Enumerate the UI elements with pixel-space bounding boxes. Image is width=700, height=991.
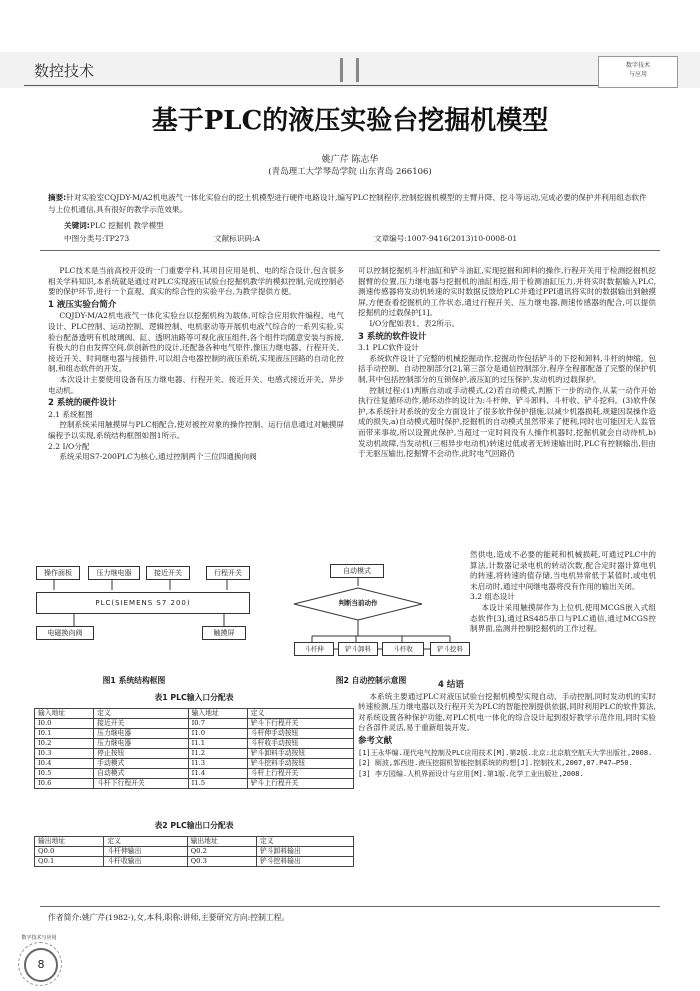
paper-title: 基于PLC的液压实验台挖掘机模型 [151, 106, 549, 136]
table-row [35, 749, 354, 759]
section-heading: 3 系统的软件设计 [358, 331, 427, 342]
paragraph: PLC技术是当前高校开设的一门重要学科,其项目应用是机、电的综合设计,包含很多相关学科知识,本系统就是通过对PLC实现液压试验台挖掘机教学的模拟控制,完成控制必要的保护环节,进行一个直观、真实的综合性的实验平台,为教学提供方便。 [48, 266, 344, 297]
bucket-unload-box: 铲斗卸料 [338, 642, 378, 656]
operation-panel-box: 操作面板 [36, 566, 80, 580]
abstract-label: 摘要: [48, 193, 67, 202]
table-cell: 压力继电器 [94, 739, 188, 749]
paragraph: 本次设计主要使用设备有压力继电器、行程开关、接近开关、电感式接近开关、异步电动机。 [48, 374, 344, 395]
auto-mode-box: 自动模式 [330, 564, 384, 578]
proximity-switch-box: 接近开关 [146, 566, 190, 580]
logo-line: 数字技术 [625, 62, 650, 69]
table-header-cell: 定义 [247, 709, 353, 719]
section-heading: 1 液压实验台简介 [48, 299, 117, 310]
abstract-text: 针对实验室CQJDY-M/A2机电液气一体化实验台的挖土机模型进行硬件电路设计,编写PLC控制程序,控制挖掘机模型的主臂升降、挖斗等运动,完成必要的保护并利用组态软件与上位机通信,具有很好的教学示范效果。 [48, 193, 647, 214]
table-cell: 铲斗挖料输出 [256, 857, 353, 867]
table-cell: I0.3 [35, 749, 94, 759]
table-cell: I1.5 [188, 779, 247, 789]
table-row [35, 779, 354, 789]
table-cell: 斗杆收输出 [104, 857, 187, 867]
table-row [35, 739, 354, 749]
table-cell: I1.2 [188, 749, 247, 759]
header-divider [356, 58, 359, 82]
table-cell: 斗杆收手动按钮 [247, 739, 353, 749]
table-header-cell: 输出地址 [187, 837, 256, 847]
table-row [35, 857, 354, 867]
table-header-cell: 输入地址 [188, 709, 247, 719]
article-number: 文章编号:1007-9416(2013)10-0008-01 [374, 234, 518, 243]
reference-item: [3] 李方园编.人机界面设计与应用[M].第1版.化学工业出版社,2008. [358, 769, 584, 778]
table-cell: 压力继电器 [94, 729, 188, 739]
paragraph: 可以控制挖掘机斗杆油缸和铲斗油缸,实现挖掘和卸料的操作,行程开关用于检测挖掘机挖掘臂的位置,压力继电器与挖掘机的油缸相连,用于检测油缸压力,并将实时数据输入PLC,测速传感器将发动机转速的实时数据反馈给PLC并通过PPI通讯将实时的数据输出到触摸屏,方便查看挖掘机的工作状态,通过行程开关、压力继电器,测速传感器的配合,可以提供挖掘机的过载保护[1]。 [358, 266, 656, 318]
doc-code: 文献标识码:A [214, 234, 261, 243]
pressure-relay-box: 压力继电器 [88, 566, 140, 580]
table-cell: 铲斗上行程开关 [247, 779, 353, 789]
header-rule [24, 85, 676, 86]
paragraph: 系统采用S7-200PLC为核心,通过控制两个三位四通换向阀 [59, 452, 257, 462]
right-column [358, 266, 656, 460]
section-heading: 2 系统的硬件设计 [48, 398, 117, 409]
table-header-cell: 定义 [94, 709, 188, 719]
table-cell: Q0.3 [187, 857, 256, 867]
table-header-cell: 输出地址 [35, 837, 104, 847]
table-cell: 铲斗挖料手动按钮 [247, 759, 353, 769]
table-row [35, 769, 354, 779]
abstract [48, 192, 654, 216]
table-cell: I1.4 [188, 769, 247, 779]
affiliation: (青岛理工大学琴岛学院 山东青岛 266106) [268, 167, 432, 177]
table-header-cell: 输入地址 [35, 709, 94, 719]
left-column [48, 266, 344, 463]
section-title: 数控技术 [34, 62, 95, 80]
table-cell: I0.1 [35, 729, 94, 739]
subsection-heading: 2.2 I/O分配 [48, 441, 90, 451]
table-cell: Q0.0 [35, 847, 104, 857]
subsection-heading: 3.2 组态设计 [470, 592, 515, 602]
reference-item: [1]王永华编.现代电气控制及PLC应用技术[M].第2版.北京:北京航空航天大学出版社,2008. [358, 748, 653, 757]
table-1 [34, 708, 354, 789]
figure-1 [34, 560, 274, 680]
table-cell: I0.4 [35, 759, 94, 769]
solenoid-valve-box: 电磁换向阀 [36, 626, 94, 640]
paragraph: 控制过程:(1)判断自动或手动模式,(2)若自动模式,判断下一步的动作,从某一动作开始执行往复循环动作,循环动作的设计为:斗杆伸、铲斗卸料、斗杆收、铲斗挖料。(3)软件保护,本系统针对系统的安全方面设计了很多软件保护措施,以减少机器损耗,规避因误操作造成的损失,a)自动模式超时保护,挖掘机的自动模式虽然带来了便利,同时也可能因无人监管而带来事故,所以设置此保护,当超过一定时间没有人操作机器时,挖掘机就会自动待机,b)发动机故障,当发动机(三相异步电动机)转速过低或者无转速输出时,PLC有控制输出,但由于无驱压输出,挖掘臂不会动作,此时电气回路仍 [358, 385, 656, 459]
divider [40, 250, 660, 251]
paragraph: 然供电,造成不必要的能耗和机械损耗,可通过PLC中的算法,计数器记录电机的转动次数,配合定时器计算电机的转速,将转速的值存储,当电机异常低于某值时,或电机未启动时,通过中间继电器将没有作用的输出关闭。 [470, 550, 656, 591]
table-header-cell: 定义 [104, 837, 187, 847]
table-2-caption: 表2 PLC输出口分配表 [154, 821, 234, 830]
table-row [35, 719, 354, 729]
subsection-heading: 2.1 系统框图 [48, 409, 93, 419]
keywords [64, 220, 164, 231]
paragraph: 本设计采用触摸屏作为上位机,使用MCGS嵌入式组态软件[3],通过RS485串口与PLC通信,通过MCGS控制界面,监测并控制挖掘机的工作过程。 [470, 602, 656, 634]
plc-box: PLC(SIEMENS S7 200) [36, 592, 250, 614]
table-header-row [35, 709, 354, 719]
table-cell: 停止按钮 [94, 749, 188, 759]
logo-line: 与应用 [628, 71, 647, 78]
table-cell: I0.6 [35, 779, 94, 789]
table-cell: 铲斗卸料手动按钮 [247, 749, 353, 759]
table-cell: 接近开关 [94, 719, 188, 729]
subsection-heading: 3.1 PLC软件设计 [358, 343, 419, 353]
table-cell: 铲斗卸料输出 [256, 847, 353, 857]
paragraph: 系统软件设计了完整的机械挖掘动作,挖掘动作包括铲斗的下挖和卸料,斗杆的伸缩。包括手动控制、自动控制部分[2],第三部分是通信控制部分,程序全程都配备了完整的保护机制,其中包括控制部分的互锁保护,液压缸的过压保护,发动机的过载保护。 [358, 353, 656, 384]
journal-logo [598, 56, 678, 88]
table-cell: 自动模式 [94, 769, 188, 779]
arm-retract-box: 斗杆收 [382, 642, 424, 656]
table-cell: Q0.1 [35, 857, 104, 867]
footer-rule [40, 906, 660, 907]
right-column-narrow [470, 550, 656, 635]
figure-1-caption: 图1 系统结构框图 [102, 676, 166, 685]
keywords-label: 关键词: [64, 221, 90, 230]
table-cell: I1.3 [188, 759, 247, 769]
paragraph: 本系统主要通过PLC对液压试验台挖掘机模型实现自动、手动控制,同时发动机的实时转速检测,压力继电器以及行程开关为PLC的智能控制提供依据,同时利用PLC的软件算法,对系统设置各种保护功能,对PLC机电一体化的综合设计起到很好教学示范作用,同时实验台各部件灵活,易于重新组装开发。 [358, 691, 656, 733]
table-cell: Q0.2 [187, 847, 256, 857]
table-cell: I0.0 [35, 719, 94, 729]
bucket-dig-box: 铲斗挖料 [430, 642, 470, 656]
table-row [35, 759, 354, 769]
table-cell: 铲斗下行程开关 [247, 719, 353, 729]
table-cell: 斗杆伸手动按钮 [247, 729, 353, 739]
references [358, 748, 656, 780]
right-column-bottom [358, 678, 656, 779]
figure-2-caption: 图2 自动控制示意图 [335, 676, 407, 685]
table-header-row [35, 837, 354, 847]
table-1-caption: 表1 PLC输入口分配表 [154, 693, 234, 702]
table-cell: 斗杆上行程开关 [247, 769, 353, 779]
table-row [35, 847, 354, 857]
paragraph: 控制系统采用触摸屏与PLC相配合,使对被控对象的操作控制、运行信息通过对触摸屏编程予以实现,系统结构框图如图1所示。 [48, 420, 344, 440]
header-divider [340, 58, 343, 82]
reference-item: [2] 厕波,郭西进.液压挖掘机智能控制系统的构想[J].控制技术,2007,07.P47—P50. [358, 759, 633, 768]
touchscreen-box: 触摸屏 [202, 626, 246, 640]
references-heading: 参考文献 [358, 735, 393, 746]
table-cell: I0.7 [188, 719, 247, 729]
travel-switch-box: 行程开关 [206, 566, 250, 580]
table-cell: 斗杆下行程开关 [94, 779, 188, 789]
authors: 姚广芹 陈志华 [321, 155, 379, 165]
page-badge-text: 数字技术与应用 [21, 935, 57, 941]
table-header-cell: 定义 [256, 837, 353, 847]
clc-number: 中图分类号:TP273 [64, 234, 130, 243]
header-band [0, 52, 700, 88]
section-heading: 4 结语 [438, 680, 464, 690]
table-cell: I0.5 [35, 769, 94, 779]
table-2 [34, 836, 354, 867]
table-cell: 手动模式 [94, 759, 188, 769]
judge-action-diamond: 判断当前动作 [338, 599, 378, 607]
table-cell: I1.1 [188, 739, 247, 749]
paragraph: CQJDY-M/A2机电液气一体化实验台以挖掘机构为载体,可综合应用软件编程、电气设计、PLC控制、运动控制、逻辑控制、电机驱动等开展机电液气综合的一系列实验,实验台配备透明有机玻璃阀、缸、透明油路等可视化液压组件,各个组件均随意安装与拆接,有极大的自由发挥空间,供创新性的设计,还配备各种电气原件,像压力继电器、行程开关、接近开关、时间继电器与接插件,可以组合电器控制的液压系统,实现液压回路的自动化控制,和组态软件的开发。 [48, 311, 344, 374]
figure-2 [290, 560, 470, 672]
page-number: 8 [24, 948, 58, 982]
table-cell: I0.2 [35, 739, 94, 749]
author-bio: 作者简介:姚广芹(1982-),女,本科,职称:讲师,主要研究方向:控制工程。 [48, 913, 290, 922]
table-cell: 斗杆伸输出 [104, 847, 187, 857]
keywords-text: PLC 挖掘机 教学模型 [89, 221, 164, 230]
arm-extend-box: 斗杆伸 [294, 642, 334, 656]
table-row [35, 729, 354, 739]
table-cell: I1.0 [188, 729, 247, 739]
paragraph: I/O分配如表1、表2所示。 [369, 318, 460, 328]
